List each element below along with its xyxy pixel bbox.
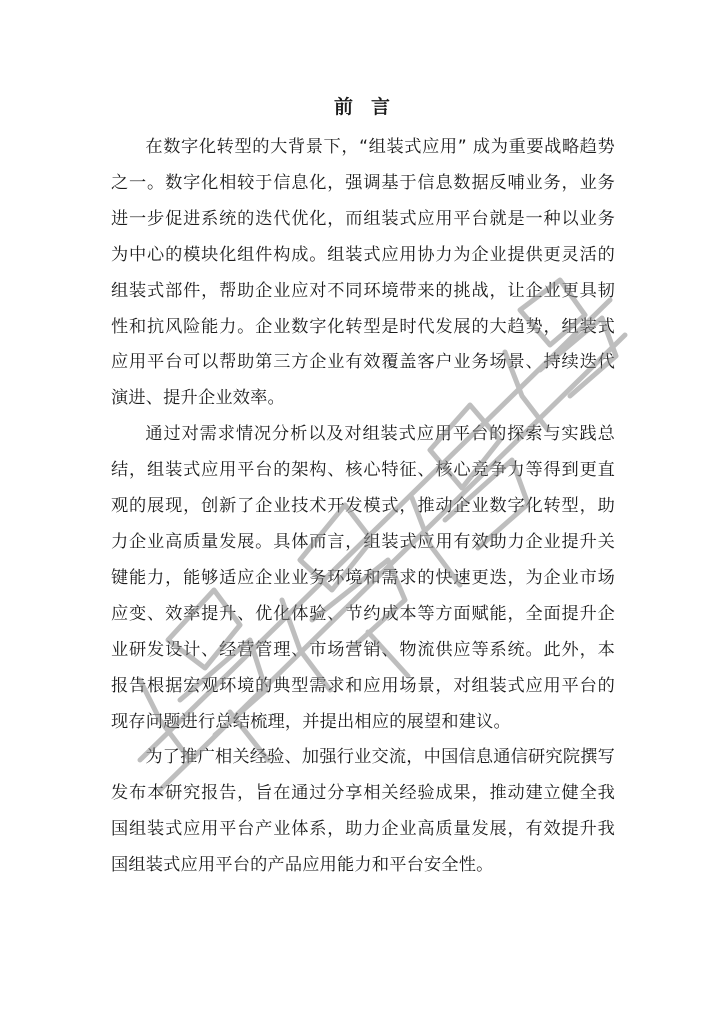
page-title: 前言 bbox=[333, 96, 408, 118]
paragraph-3: 为了推广相关经验、加强行业交流，中国信息通信研究院撰写发布本研究报告，旨在通过分享相关经验成果，推动建立健全我国组装式应用平台产业体系，助力企业高质量发展，有效提升我国组装式应用平台的产品应用能力和平台安全性。 bbox=[111, 747, 615, 876]
paragraph-1: 在数字化转型的大背景下，“组装式应用” 成为重要战略趋势之一。数字化相较于信息化，强调基于信息数据反哺业务，业务进一步促进系统的迭代优化，而组装式应用平台就是一种以业务为中心的模块化组件构成。组装式应用协力为企业提供更灵活的组装式部件，帮助企业应对不同环境带来的挑战，让企业更具韧性和抗风险能力。企业数字化转型是时代发展的大趋势，组装式应用平台可以帮助第三方企业有效覆盖客户业务场景、持续迭代演进、提升企业效率。 bbox=[111, 137, 615, 409]
body-text bbox=[111, 130, 615, 884]
paragraph-2: 通过对需求情况分析以及对组装式应用平台的探索与实践总结，组装式应用平台的架构、核心特征、核心竞争力等得到更直观的展现，创新了企业技术开发模式，推动企业数字化转型，助力企业高质量发展。具体而言，组装式应用有效助力企业提升关键能力，能够适应企业业务环境和需求的快速更迭，为企业市场应变、效率提升、优化体验、节约成本等方面赋能，全面提升企业研发设计、经营管理、市场营销、物流供应等系统。此外，本报告根据宏观环境的典型需求和应用场景，对组装式应用平台的现存问题进行总结梳理，并提出相应的展望和建议。 bbox=[111, 424, 615, 732]
